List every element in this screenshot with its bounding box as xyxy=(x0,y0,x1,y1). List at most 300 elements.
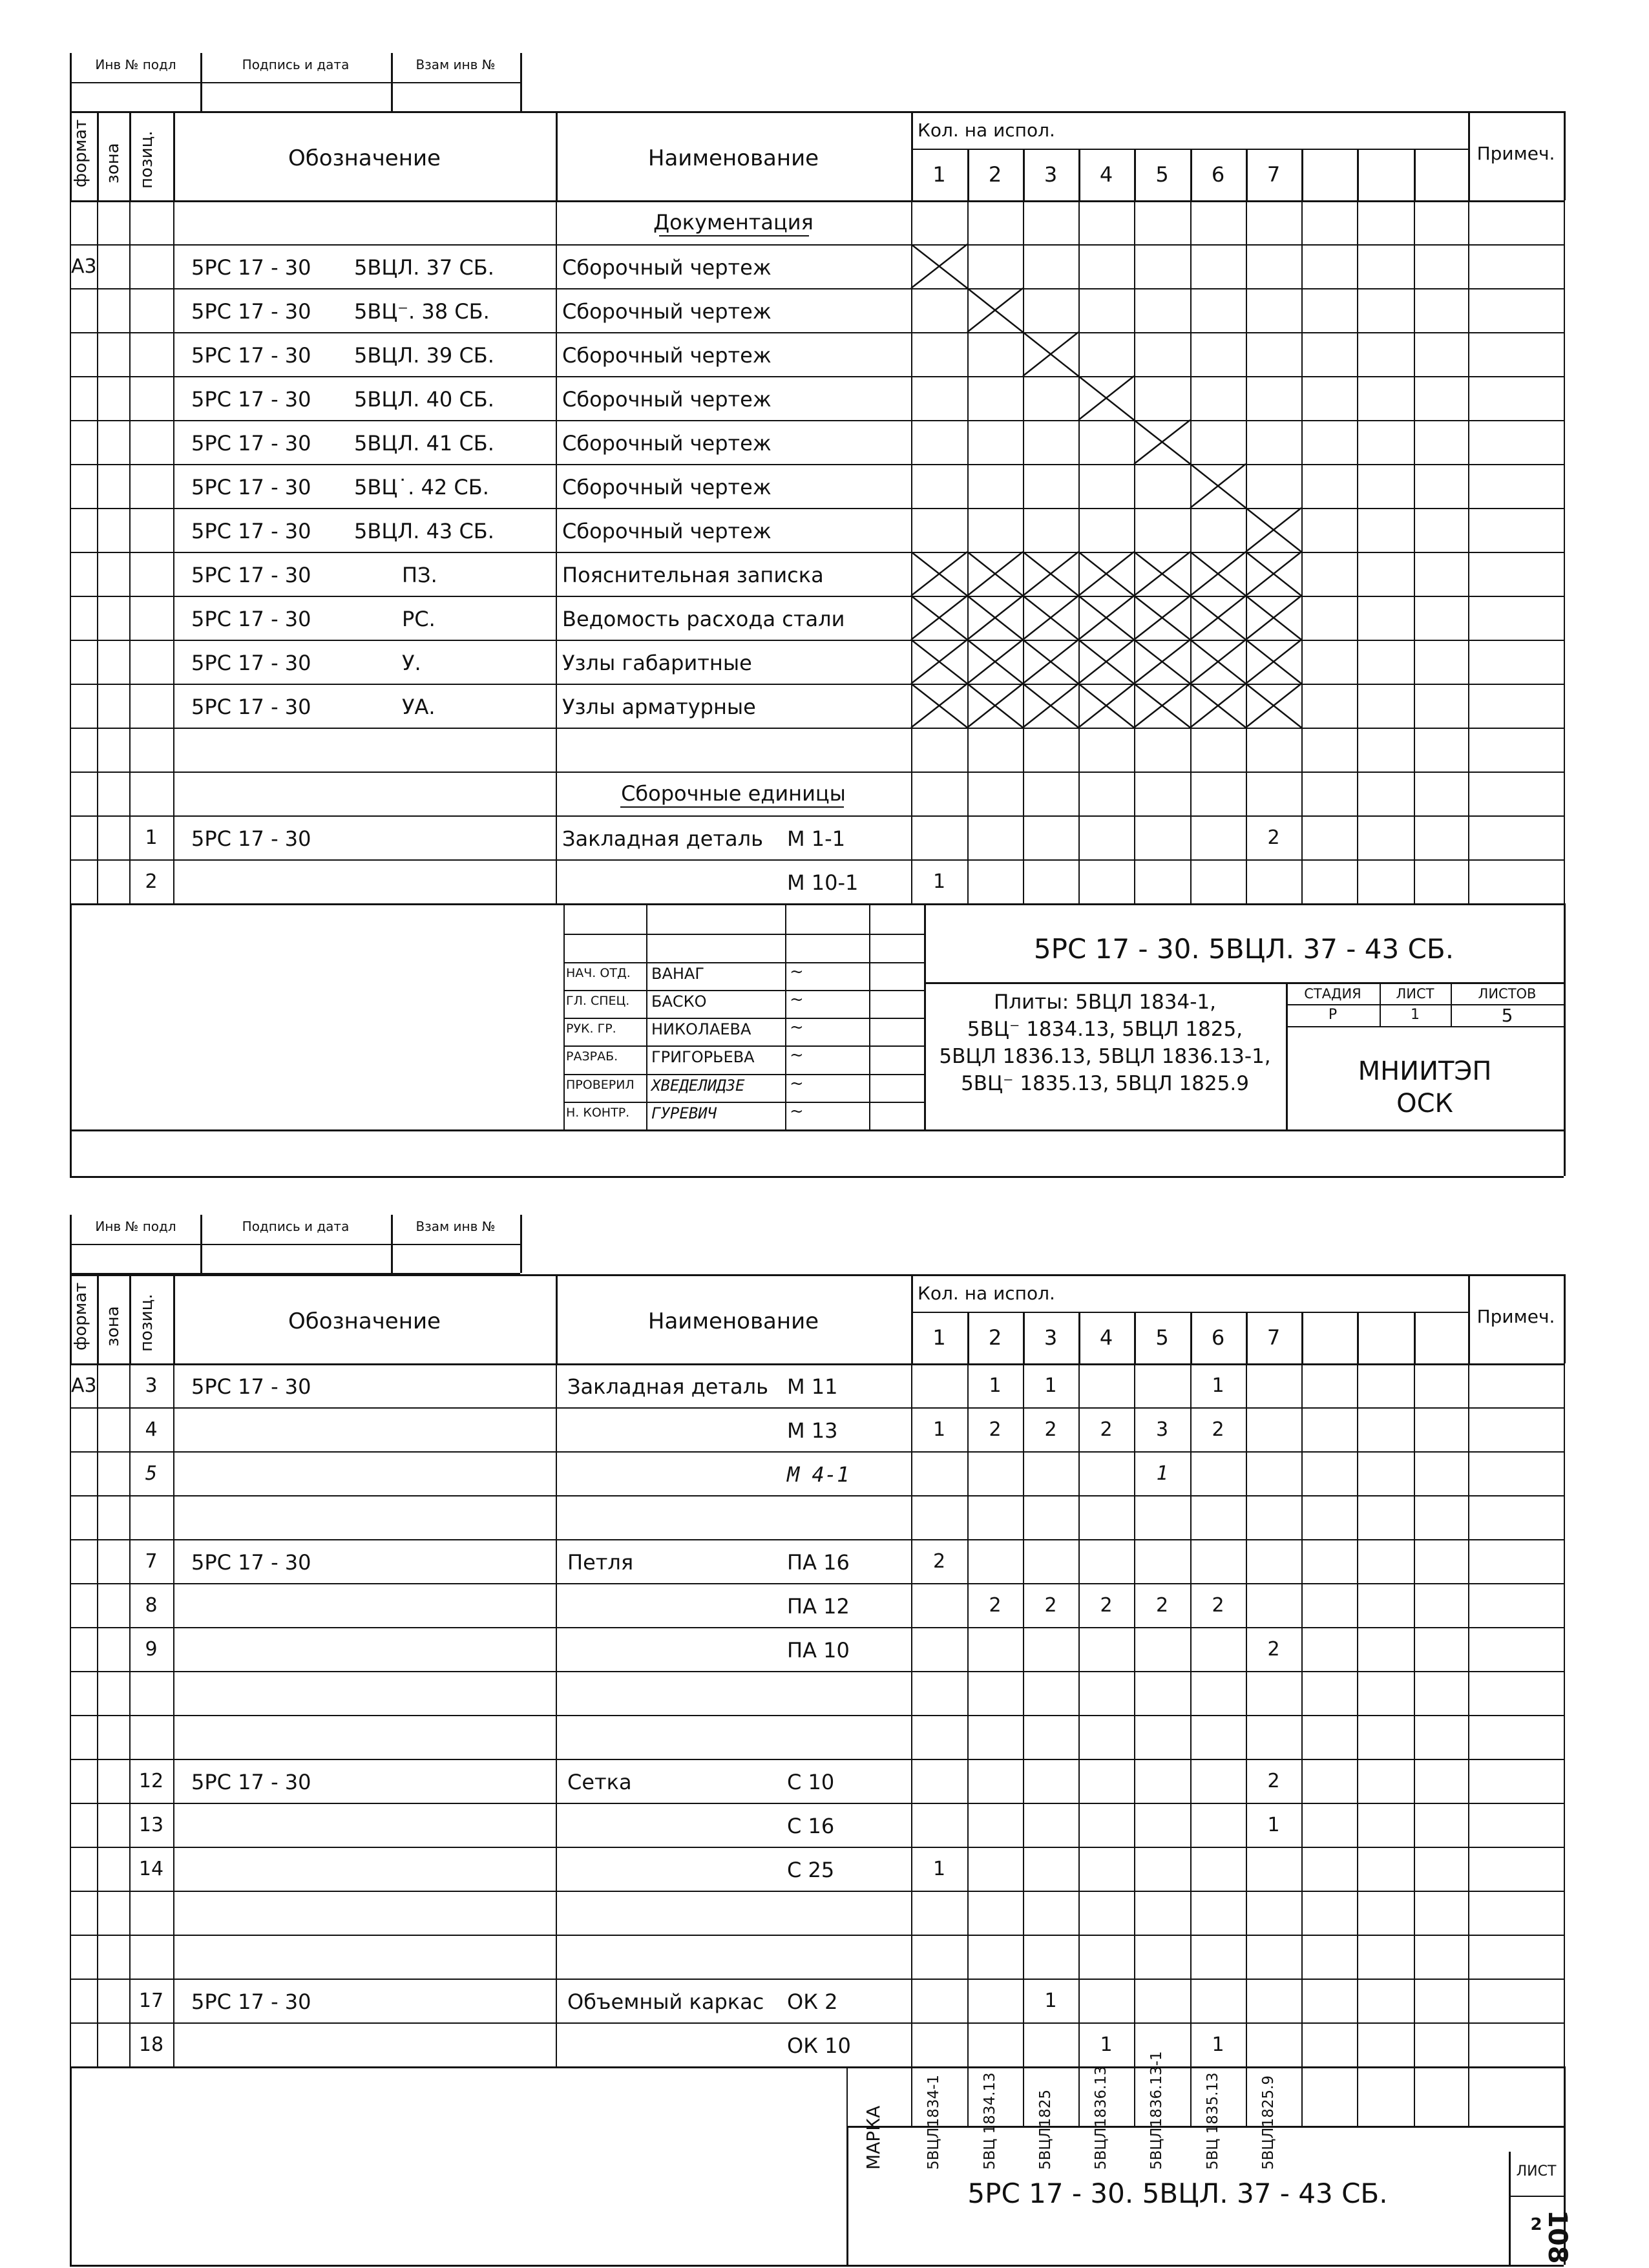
header-qty-col-7: 7 xyxy=(1266,162,1281,187)
row-qty: 2 xyxy=(1212,1418,1224,1441)
rule xyxy=(1414,1407,1415,1451)
rule xyxy=(70,1627,71,1671)
rule xyxy=(1023,1671,1024,1715)
rule xyxy=(563,1045,924,1047)
rule xyxy=(1134,2022,1135,2066)
header-format: формат xyxy=(71,119,90,187)
stamp-signature-date: Подпись и дата xyxy=(242,1219,350,1234)
rule xyxy=(1564,1539,1565,1583)
rule xyxy=(1564,1274,1566,1363)
rule xyxy=(1078,2066,1080,2126)
rule xyxy=(1357,1803,1358,1847)
row-qty: 1 xyxy=(1212,2033,1224,2056)
rule xyxy=(1023,1935,1024,1979)
rule xyxy=(173,1451,174,1495)
row-qty: 2 xyxy=(1155,1594,1169,1617)
rule xyxy=(70,1671,1564,1672)
rule xyxy=(129,1274,131,1363)
header-qty-col-7: 7 xyxy=(1266,1325,1281,1350)
rule xyxy=(1078,1803,1080,1847)
rule xyxy=(1357,1407,1358,1451)
row-format: А3 xyxy=(71,255,97,278)
rule xyxy=(70,1176,1564,1178)
row-qty: 1 xyxy=(932,870,946,893)
rule xyxy=(1134,1979,1135,2022)
rule xyxy=(70,1803,1564,1804)
row-name2: М 11 xyxy=(787,1374,838,1399)
row-position: 7 xyxy=(145,1550,158,1573)
rule xyxy=(1468,1451,1469,1495)
rule xyxy=(1468,1583,1469,1627)
section-assembly-units: Сборочные единицы xyxy=(621,781,846,806)
row-name: Сборочный чертеж xyxy=(562,299,772,324)
rule xyxy=(97,1583,98,1627)
rule xyxy=(1246,1671,1247,1715)
rule xyxy=(911,1935,912,1979)
rule xyxy=(1414,1363,1415,1407)
row-qty: 2 xyxy=(1100,1594,1113,1617)
row-code: 5РС 17 - 30 xyxy=(191,255,311,280)
row-qty: 1 xyxy=(1212,1374,1224,1397)
row-mark: 5ВЦЛ. 40 СБ. xyxy=(354,387,494,412)
rule xyxy=(97,1979,98,2022)
title-block-description: 5ВЦЛ 1836.13, 5ВЦЛ 1836.13-1, xyxy=(939,1045,1271,1068)
rule xyxy=(173,2022,174,2066)
rule xyxy=(1190,1847,1192,1891)
rule xyxy=(1246,2022,1247,2066)
rule xyxy=(97,1451,98,1495)
row-mark: 5ВЦЛ. 43 СБ. xyxy=(354,519,494,543)
row-mark: У. xyxy=(402,651,421,675)
signature-scribble: ~ xyxy=(790,1101,804,1121)
column-mark: 5ВЦ 1835.13 xyxy=(1204,2072,1221,2170)
rule xyxy=(1414,1495,1415,1539)
rule xyxy=(1246,1979,1247,2022)
row-code: 5РС 17 - 30 xyxy=(191,1990,311,2014)
rule xyxy=(1246,1715,1247,1759)
rule xyxy=(563,1018,924,1019)
row-position: 3 xyxy=(145,1374,158,1397)
rule xyxy=(556,2022,557,2066)
row-code: 5РС 17 - 30 xyxy=(191,387,311,412)
rule xyxy=(97,1539,98,1583)
header-qty-col-6: 6 xyxy=(1211,162,1225,187)
rule xyxy=(967,1891,969,1935)
row-code: 5РС 17 - 30 xyxy=(191,695,311,719)
marka-label: МАРКА xyxy=(863,2105,884,2170)
row-position: 5 xyxy=(145,1462,158,1485)
row-name: Узлы габаритные xyxy=(562,651,752,675)
rule xyxy=(1134,1363,1135,1407)
rule xyxy=(967,1539,969,1583)
rule xyxy=(70,1451,1564,1453)
rule xyxy=(1134,1759,1135,1803)
row-name2: ПА 10 xyxy=(787,1638,850,1663)
rule xyxy=(967,1803,969,1847)
rule xyxy=(1301,1407,1303,1451)
rule xyxy=(97,1759,98,1803)
title-block-doc-code: 5РС 17 - 30. 5ВЦЛ. 37 - 43 СБ. xyxy=(1033,933,1455,965)
rule xyxy=(1246,1451,1247,1495)
row-mark: 5ВЦЛ. 39 СБ. xyxy=(354,343,494,368)
row-name2: М 1-1 xyxy=(787,826,846,851)
rule xyxy=(967,2066,969,2126)
rule xyxy=(173,1363,174,1407)
signature-scribble: ~ xyxy=(790,989,804,1009)
row-mark: 5ВЦ˙. 42 СБ. xyxy=(354,475,489,499)
signature-scribble: ~ xyxy=(790,1045,804,1066)
row-name: Ведомость расхода стали xyxy=(562,607,845,631)
rule xyxy=(911,1803,912,1847)
rule xyxy=(1414,2066,1415,2126)
title-block-description: Плиты: 5ВЦЛ 1834-1, xyxy=(994,991,1216,1014)
rule xyxy=(1078,1627,1080,1671)
rule xyxy=(97,2022,98,2066)
rule xyxy=(911,1451,912,1495)
rule xyxy=(1301,1583,1303,1627)
rule xyxy=(70,1891,1564,1892)
rule xyxy=(70,2022,71,2066)
row-qty: 2 xyxy=(989,1594,1002,1617)
row-qty: 2 xyxy=(1044,1594,1057,1617)
rule xyxy=(1468,1627,1469,1671)
rule xyxy=(1023,1715,1024,1759)
rule xyxy=(1564,1451,1565,1495)
rule xyxy=(1414,1312,1416,1363)
rule xyxy=(1190,2066,1192,2126)
column-mark: 5ВЦ 1834.13 xyxy=(982,2072,998,2170)
rule xyxy=(911,1583,912,1627)
rule xyxy=(70,1935,1564,1936)
rule xyxy=(1468,2022,1469,2066)
rule xyxy=(846,2066,848,2126)
row-qty: 1 xyxy=(1100,2033,1113,2056)
row-name2: С 25 xyxy=(787,1858,835,1882)
header-name: Наименование xyxy=(647,1308,819,1334)
row-mark: 5ВЦЛ. 41 СБ. xyxy=(354,431,494,456)
header-qty-col-4: 4 xyxy=(1099,162,1113,187)
rule xyxy=(1357,1847,1358,1891)
row-position: 4 xyxy=(145,1418,158,1441)
signature-scribble: ~ xyxy=(790,961,804,982)
rule xyxy=(1357,1979,1358,2022)
rule xyxy=(1134,1495,1135,1539)
rule xyxy=(173,1803,174,1847)
row-qty: 1 xyxy=(1267,1814,1280,1836)
rule xyxy=(1301,1363,1303,1407)
rule xyxy=(563,990,924,991)
rule xyxy=(173,1979,174,2022)
rule xyxy=(967,1935,969,1979)
row-name2: ОК 10 xyxy=(787,2033,851,2058)
rule xyxy=(1357,1312,1359,1363)
row-name2: М 13 xyxy=(787,1418,838,1443)
rule xyxy=(556,1759,557,1803)
rule xyxy=(1301,1979,1303,2022)
row-code: 5РС 17 - 30 xyxy=(191,563,311,587)
row-name: Сборочный чертеж xyxy=(562,431,772,456)
rule xyxy=(1078,1363,1080,1407)
rule xyxy=(70,1129,1564,1131)
rule xyxy=(70,1363,1564,1365)
rule xyxy=(1357,1715,1358,1759)
title-block-person: ВАНАГ xyxy=(651,964,704,983)
rule xyxy=(1564,1847,1565,1891)
rule xyxy=(1023,1759,1024,1803)
header-pos: позиц. xyxy=(137,131,156,189)
rule xyxy=(1023,1627,1024,1671)
rule xyxy=(173,1759,174,1803)
footer-sheet-label: ЛИСТ xyxy=(1516,2163,1557,2179)
rule xyxy=(556,1583,557,1627)
row-qty: 2 xyxy=(1267,826,1280,849)
title-block-sheets: 5 xyxy=(1501,1005,1513,1026)
rule xyxy=(1468,1363,1469,1407)
title-block-role: ГЛ. СПЕЦ. xyxy=(566,993,630,1008)
rule xyxy=(97,1495,98,1539)
rule xyxy=(97,1891,98,1935)
row-code: 5РС 17 - 30 xyxy=(191,651,311,675)
rule xyxy=(556,1935,557,1979)
rule xyxy=(1078,1539,1080,1583)
rule xyxy=(97,1407,98,1451)
title-block-role: РАЗРАБ. xyxy=(566,1049,618,1064)
signature-scribble: ~ xyxy=(790,1018,804,1037)
rule xyxy=(1414,1979,1415,2022)
title-block-sheets-label: ЛИСТОВ xyxy=(1478,986,1537,1002)
header-note: Примеч. xyxy=(1476,1306,1555,1327)
rule xyxy=(1190,1891,1192,1935)
title-block-role: НАЧ. ОТД. xyxy=(566,965,631,980)
rule xyxy=(563,903,565,1129)
rule xyxy=(1414,1715,1415,1759)
rule xyxy=(911,1495,912,1539)
row-qty: 1 xyxy=(1156,1462,1168,1485)
rule xyxy=(911,1312,1468,1313)
rule xyxy=(1564,1979,1565,2022)
title-block-person: ХВЕДЕЛИДЗЕ xyxy=(651,1076,745,1095)
rule xyxy=(1564,2022,1565,2066)
rule xyxy=(1564,1495,1565,1539)
rule xyxy=(1023,1891,1024,1935)
row-qty: 2 xyxy=(1212,1594,1224,1617)
header-name: Наименование xyxy=(647,145,819,171)
header-zone: зона xyxy=(103,1306,123,1347)
title-block-person: ГУРЕВИЧ xyxy=(651,1104,717,1122)
header-qty-title: Кол. на испол. xyxy=(918,120,1055,141)
rule xyxy=(70,903,1564,905)
row-code: 5РС 17 - 30 xyxy=(191,1374,311,1399)
rule xyxy=(869,903,870,1129)
rule xyxy=(1301,1539,1303,1583)
header-designation: Обозначение xyxy=(288,1308,441,1334)
rule xyxy=(1078,1935,1080,1979)
rule xyxy=(1414,1539,1415,1583)
rule xyxy=(1357,1451,1358,1495)
rule xyxy=(97,1715,98,1759)
rule xyxy=(129,1495,131,1539)
rule xyxy=(1246,1847,1247,1891)
rule xyxy=(70,1715,71,1759)
signature-scribble: ~ xyxy=(790,1073,804,1093)
title-block-person: НИКОЛАЕВА xyxy=(651,1020,751,1038)
rule xyxy=(1301,1715,1303,1759)
rule xyxy=(1190,1451,1192,1495)
rule xyxy=(556,1495,557,1539)
rule xyxy=(97,1274,99,1363)
rule xyxy=(1246,1495,1247,1539)
rule xyxy=(1134,1715,1135,1759)
rule xyxy=(1414,1583,1415,1627)
stamp-replace-inv: Взам инв № xyxy=(415,57,496,72)
rule xyxy=(556,1715,557,1759)
rule xyxy=(1134,1803,1135,1847)
rule xyxy=(1190,1627,1192,1671)
rule xyxy=(556,1363,557,1407)
rule xyxy=(1564,1583,1565,1627)
stamp-inv-no: Инв № подл xyxy=(95,1219,176,1234)
rule xyxy=(1468,1715,1469,1759)
rule xyxy=(70,2022,1564,2024)
rule xyxy=(911,1715,912,1759)
header-qty-col-4: 4 xyxy=(1099,1325,1113,1350)
row-position: 1 xyxy=(145,826,158,849)
rule xyxy=(1357,2022,1358,2066)
rule xyxy=(1134,1627,1135,1671)
row-qty: 1 xyxy=(989,1374,1002,1397)
rule xyxy=(129,1891,131,1935)
column-mark: 5ВЦЛ1834-1 xyxy=(925,2074,942,2170)
rule xyxy=(97,1671,98,1715)
rule xyxy=(70,1495,71,1539)
rule xyxy=(1023,1451,1024,1495)
header-qty-col-3: 3 xyxy=(1044,162,1058,187)
rule xyxy=(70,1407,1564,1409)
rule xyxy=(1509,2196,1564,2197)
rule xyxy=(1023,1847,1024,1891)
rule xyxy=(173,1671,174,1715)
rule xyxy=(97,1847,98,1891)
row-name: Сборочный чертеж xyxy=(562,475,772,499)
column-mark: 5ВЦЛ1836.13 xyxy=(1093,2066,1109,2170)
rule xyxy=(1468,1671,1469,1715)
rule xyxy=(97,1363,98,1407)
row-name2: ПА 12 xyxy=(787,1594,850,1619)
rule xyxy=(70,1671,71,1715)
stamp-signature-date: Подпись и дата xyxy=(242,57,350,72)
rule xyxy=(1134,1671,1135,1715)
header-qty-col-1: 1 xyxy=(932,162,946,187)
row-position: 8 xyxy=(145,1594,158,1617)
row-qty: 2 xyxy=(1267,1638,1280,1661)
row-code: 5РС 17 - 30 xyxy=(191,607,311,631)
rule xyxy=(556,1539,557,1583)
title-block-person: БАСКО xyxy=(651,992,707,1011)
rule xyxy=(967,1715,969,1759)
rule xyxy=(1078,1495,1080,1539)
title-block-role: Н. КОНТР. xyxy=(566,1105,630,1120)
column-mark: 5ВЦЛ1825 xyxy=(1037,2089,1054,2170)
rule xyxy=(967,2022,969,2066)
rule xyxy=(1134,1539,1135,1583)
rule xyxy=(1357,1935,1358,1979)
rule xyxy=(70,2066,72,2265)
rule xyxy=(967,1847,969,1891)
row-name: Закладная деталь xyxy=(562,826,763,851)
row-qty: 1 xyxy=(1044,1990,1057,2012)
rule xyxy=(1414,1451,1415,1495)
rule xyxy=(1134,1847,1135,1891)
row-name2: ПА 16 xyxy=(787,1550,850,1575)
rule xyxy=(1301,1451,1303,1495)
rule xyxy=(1468,1847,1469,1891)
rule xyxy=(1301,1803,1303,1847)
rule xyxy=(556,1847,557,1891)
rule xyxy=(1023,2066,1024,2126)
rule xyxy=(1468,1979,1469,2022)
title-block-stage-label: СТАДИЯ xyxy=(1304,986,1361,1002)
rule xyxy=(1301,2022,1303,2066)
rule xyxy=(1286,1004,1564,1005)
rule xyxy=(70,1979,1564,1980)
rule xyxy=(1190,1759,1192,1803)
row-mark: 5ВЦЛ. 37 СБ. xyxy=(354,255,494,280)
rule xyxy=(129,1715,131,1759)
rule xyxy=(1246,1407,1247,1451)
rule xyxy=(646,903,647,1129)
rule xyxy=(1078,1979,1080,2022)
rule xyxy=(911,1363,912,1407)
rule xyxy=(911,1759,912,1803)
rule xyxy=(1301,1312,1303,1363)
rule xyxy=(70,1495,1564,1496)
rule xyxy=(563,1102,924,1103)
rule xyxy=(1357,1627,1358,1671)
row-position: 12 xyxy=(138,1770,164,1792)
row-position: 17 xyxy=(138,1990,164,2012)
rule xyxy=(911,1671,912,1715)
row-code: 5РС 17 - 30 xyxy=(191,343,311,368)
rule xyxy=(1414,1891,1415,1935)
row-code: 5РС 17 - 30 xyxy=(191,299,311,324)
rule xyxy=(1023,1495,1024,1539)
rule xyxy=(97,1627,98,1671)
rule xyxy=(1190,1715,1192,1759)
row-name: Сетка xyxy=(567,1770,632,1794)
rule xyxy=(563,962,924,963)
rule xyxy=(1190,1803,1192,1847)
rule xyxy=(785,903,786,1129)
rule xyxy=(1564,1803,1565,1847)
column-mark: 5ВЦЛ1825.9 xyxy=(1260,2075,1277,2170)
rule xyxy=(70,1803,71,1847)
rule xyxy=(1468,1495,1469,1539)
title-block-description: 5ВЦ⁻ 1834.13, 5ВЦЛ 1825, xyxy=(967,1018,1243,1041)
title-block-person: ГРИГОРЬЕВА xyxy=(651,1048,755,1067)
row-position: 13 xyxy=(138,1814,164,1836)
title-block-sheet-label: ЛИСТ xyxy=(1396,986,1434,1002)
rule xyxy=(967,1671,969,1715)
row-qty: 3 xyxy=(1155,1418,1169,1441)
rule xyxy=(1190,1935,1192,1979)
rule xyxy=(1414,1759,1415,1803)
row-position: 9 xyxy=(145,1638,158,1661)
rule xyxy=(1023,1539,1024,1583)
row-mark: РС. xyxy=(402,607,436,631)
rule xyxy=(70,1539,71,1583)
rule xyxy=(1301,1495,1303,1539)
header-qty-col-2: 2 xyxy=(988,162,1002,187)
